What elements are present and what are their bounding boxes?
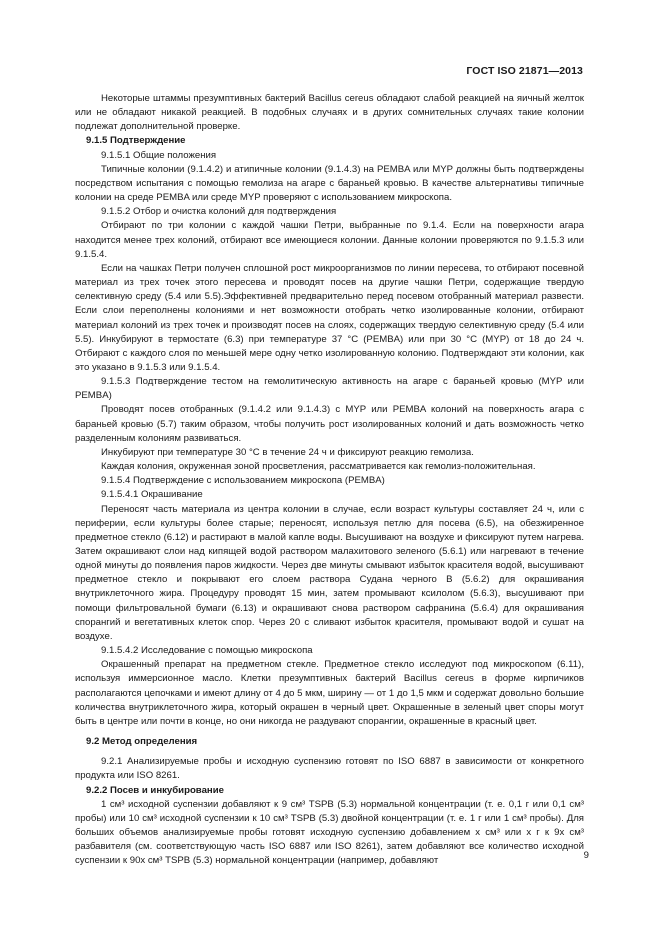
paragraph-6: Инкубируют при температуре 30 °С в течение 24 ч и фиксируют реакцию гемолиза. — [101, 446, 474, 458]
paragraph-3: Отбирают по три колонии с каждой чашки Петри, выбранные по 9.1.4. Если на поверхности агара находится менее трех колоний, отбирают все имеющиеся колонии. Данные колонии проверяются по 9.1.5.3 или 9.1.5.4. — [75, 220, 584, 260]
page-number: 9 — [583, 850, 589, 861]
section-heading-9-2-2: 9.2.2 Посев и инкубирование — [86, 784, 224, 796]
paragraph-5: Проводят посев отобранных (9.1.4.2 или 9.1.4.3) с MYP или PEMBA колоний на поверхность агара с бараньей кровью (5.7) таким образом, чтобы получить рост изолированных колоний и дать возможность четко разделенным колониям развиваться. — [75, 404, 584, 444]
paragraph-10: 9.2.1 Анализируемые пробы и исходную суспензию готовят по ISO 6887 в зависимости от конкретного продукта или ISO 8261. — [75, 756, 584, 782]
paragraph-9: Окрашенный препарат на предметном стекле. Предметное стекло исследуют под микроскопом (6.11), используя иммерсионное масло. Клетки презумптивных бактерий Bacillus cereus в форме кирпичиков располагаются цепочками и имеют длину от 4 до 5 мкм, ширину — от 1 до 1,5 мкм и содержат довольно большие количества внутриклеточного жира, который окрашен в черный цвет. Окрашенные в зеленый цвет споры могут быть в центре или почти в конце, но они никогда не раздувают спорангии, окрашенные в красный цвет. — [75, 659, 584, 727]
subsection-heading-9-1-5-3: 9.1.5.3 Подтверждение тестом на гемолитическую активность на агаре с бараньей кровью (MYP или PEMBA) — [75, 376, 584, 402]
subsection-heading-9-1-5-2: 9.1.5.2 Отбор и очистка колоний для подтверждения — [101, 206, 337, 218]
paragraph-11: 1 см³ исходной суспензии добавляют к 9 см³ TSPB (5.3) нормальной концентрации (т. е. 0,1 г или 0,1 см³ пробы) или 10 см³ исходной суспензии к 10 см³ TSPB (5.3) двойной концентрации (т. е. 1 г или 1 см³ пробы). Для больших объемов анализируемые пробы готовят исходную суспензию добавлением x см³ или x г к 9x см³ разбавителя (см. соответствующую часть ISO 6887 или ISO 8261), затем добавляют все количество исходной суспензии к 90x см³ TSPB (5.3) нормальной концентрации (например, добавляют — [75, 798, 584, 867]
paragraph-1: Некоторые штаммы презумптивных бактерий Bacillus cereus обладают слабой реакцией на яичный желток или не обладают никакой реакцией. В подобных случаях и в других сомнительных случаях такие колонии подлежат дополнительной проверке. — [75, 93, 584, 133]
subsection-heading-9-1-5-1: 9.1.5.1 Общие положения — [101, 149, 217, 161]
section-heading-9-1-5: 9.1.5 Подтверждение — [86, 135, 186, 147]
paragraph-2: Типичные колонии (9.1.4.2) и атипичные колонии (9.1.4.3) на PEMBA или MYP должны быть подтверждены посредством испытания с помощью гемолиза на агаре с бараньей кровью. В качестве альтернативы типичные колонии на среде PEMBA или среде MYP проверяют с использованием микроскопа. — [75, 163, 584, 204]
paragraph-8: Переносят часть материала из центра колонии в случае, если возраст культуры составляет 24 ч, или с периферии, если культуры более старые; переносят, используя петлю для посева (6.5), на обезжиренное предметное стекло (6.12) и растирают в малой капле воды. Высушивают на воздухе и фиксируют путем нагрева. Затем окрашивают слои над кипящей водой раствором малахитового зеленого (5.6.1) или нагревают в течение одной минуты до появления паров жидкости. Через две минуты смывают избыток красителя водой, высушивают предметное стекло и покрывают его слоем раствора Судана черного B (5.6.2) для окрашивания внутриклеточного жира. Процедуру проводят 15 мин, затем промывают ксилолом (5.6.3), высушивают при помощи фильтровальной бумаги (6.13) и окрашивают снова раствором сафранина (5.6.4) для окрашивания спорангий и вегетативных клеток спор. Через 20 с сливают избыток красителя, промывают водой и сушат на воздухе. — [75, 503, 584, 642]
paragraph-7: Каждая колония, окруженная зоной просветления, рассматривается как гемолиз-положительная. — [101, 461, 536, 473]
section-heading-9-2: 9.2 Метод определения — [86, 736, 198, 748]
standard-code-header: ГОСТ ISO 21871—2013 — [466, 65, 583, 77]
subsection-heading-9-1-5-4: 9.1.5.4 Подтверждение с использованием микроскопа (PEMBA) — [101, 475, 385, 487]
paragraph-4: Если на чашках Петри получен сплошной рост микроорганизмов по линии пересева, то отбирают посевной материал из трех точек этого пересева и проводят посев на другие чашки Петри, содержащие твердую селективную среду (5.4 или 5.5).Эффективней предварительно перед посевом отобранный материал развести. Если слои переполнены колониями и нет возможности отобрать четко изолированные колонии, отбирают материал колоний из трех точек и производят посев на слоях, содержащих твердую селективную среду (5.4 или 5.5). Инкубируют в термостате (6.3) при температуре 37 °С (PEMBA) или при 30 °С (MYP) от 18 до 24 ч. Отбирают с каждого слоя по меньшей мере одну четко изолированную колонию. Подтверждают эти колонии, как это указано в 9.1.5.3 или 9.1.5.4. — [75, 262, 584, 373]
subsection-heading-9-1-5-4-1: 9.1.5.4.1 Окрашивание — [101, 489, 203, 501]
document-body — [75, 92, 584, 868]
subsection-heading-9-1-5-4-2: 9.1.5.4.2 Исследование с помощью микроскопа — [101, 645, 313, 657]
